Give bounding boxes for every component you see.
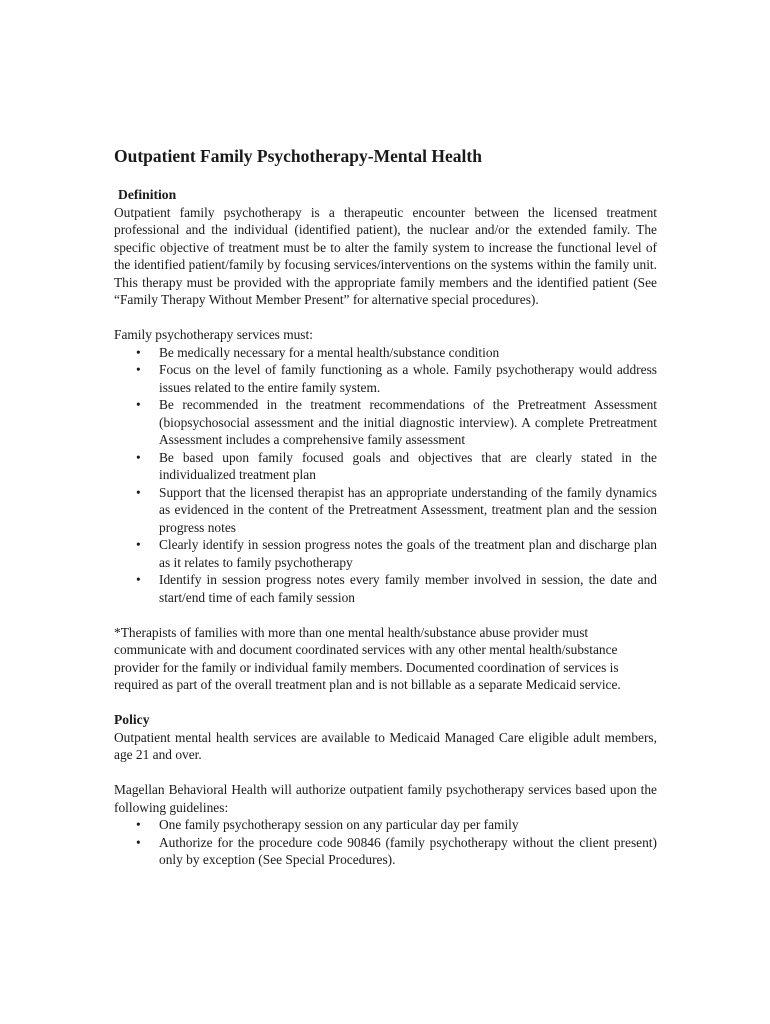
page-title: Outpatient Family Psychotherapy-Mental Health bbox=[114, 146, 482, 166]
services-list-item: • Identify in session progress notes every family member involved in session, the date and start/end time of each family session bbox=[159, 571, 657, 606]
guidelines-list-item: • One family psychotherapy session on any particular day per family bbox=[159, 816, 657, 834]
services-list-item: • Be recommended in the treatment recommendations of the Pretreatment Assessment (biopsychosocial assessment and the initial diagnostic interview). A complete Pretreatment Assessment includes a comprehensive family assessment bbox=[159, 396, 657, 449]
document-page bbox=[114, 145, 657, 869]
guidelines-intro: Magellan Behavioral Health will authorize outpatient family psychotherapy services based upon the following guidelines: bbox=[114, 782, 657, 815]
spacer bbox=[114, 694, 657, 712]
definition-heading: Definition bbox=[118, 187, 177, 202]
definition-text: Outpatient family psychotherapy is a therapeutic encounter between the licensed treatment professional and the individual (identified patient), the nuclear and/or the extended family. The specific objective of treatment must be to alter the family system to increase the functional level of the identified patient/family by focusing services/interventions on the systems within the family unit. This therapy must be provided with the appropriate family members and the identified patient (See “Family Therapy Without Member Present” for alternative special procedures). bbox=[114, 204, 657, 307]
services-list-item: • Clearly identify in session progress notes the goals of the treatment plan and discharge plan as it relates to family psychotherapy bbox=[159, 536, 657, 571]
services-list-item: • Support that the licensed therapist has an appropriate understanding of the family dynamics as evidenced in the content of the Pretreatment Assessment, treatment plan and the session progress notes bbox=[159, 484, 657, 537]
coordination-note: *Therapists of families with more than one mental health/substance abuse provider must communicate with and document coordinated services with any other mental health/substance provider for the family or individual family members. Documented coordination of services is required as part of the overall treatment plan and is not billable as a separate Medicaid service. bbox=[114, 624, 621, 692]
spacer bbox=[114, 309, 657, 327]
policy-text: Outpatient mental health services are available to Medicaid Managed Care eligible adult members, age 21 and over. bbox=[114, 729, 657, 762]
services-list-item: • Be based upon family focused goals and objectives that are clearly stated in the individualized treatment plan bbox=[159, 449, 657, 484]
spacer bbox=[114, 764, 657, 782]
services-list-item: • Be medically necessary for a mental health/substance condition bbox=[159, 344, 657, 362]
services-list bbox=[114, 344, 657, 607]
services-list-item: • Focus on the level of family functioning as a whole. Family psychotherapy would address issues related to the entire family system. bbox=[159, 361, 657, 396]
spacer bbox=[114, 606, 657, 624]
policy-heading: Policy bbox=[114, 712, 150, 727]
guidelines-list-item: • Authorize for the procedure code 90846 (family psychotherapy without the client present) only by exception (See Special Procedures). bbox=[159, 834, 657, 869]
guidelines-list bbox=[114, 816, 657, 869]
services-intro: Family psychotherapy services must: bbox=[114, 327, 313, 342]
